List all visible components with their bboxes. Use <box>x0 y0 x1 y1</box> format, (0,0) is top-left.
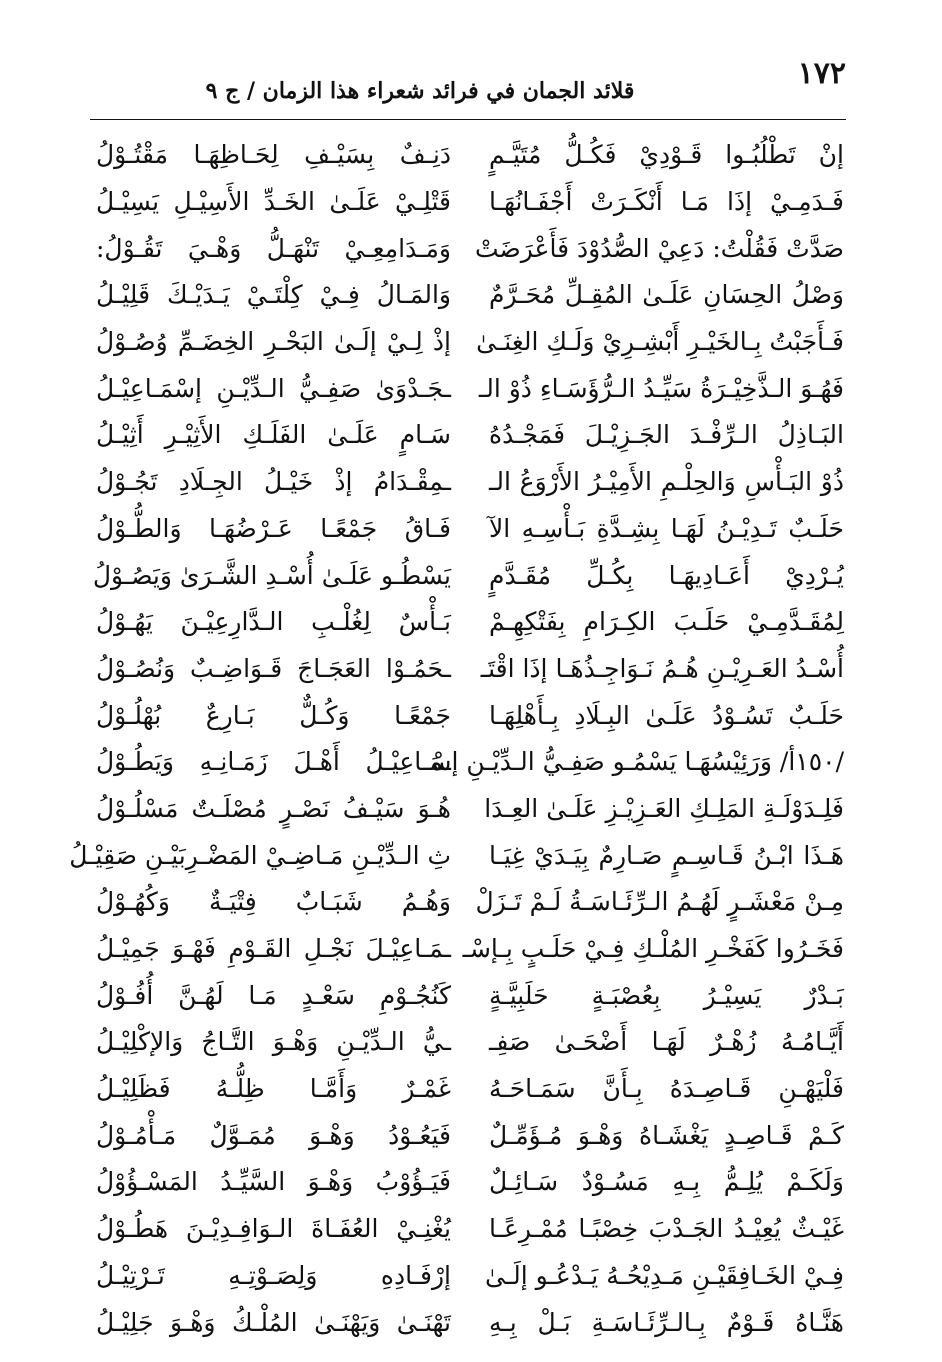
verse-line <box>96 786 844 833</box>
verse-line <box>96 132 844 179</box>
verse-first-hemistich: لِمُقَـدَّمِـيْ حَلَـبَ الكِـرَامِ بِفَتْكِهِـمْ <box>489 607 844 637</box>
verse-first-hemistich: وَصْلُ الحِسَانِ عَلَـىٰ المُقِـلِّ مُحَـرَّمٌ <box>489 280 844 310</box>
verse-first-hemistich: أَيَّـامُـهُ زُهْـرٌ لَهَـا أَضْحَـىٰ صَفِـ <box>489 1027 844 1057</box>
verse-line <box>96 972 844 1019</box>
verse-line <box>96 646 844 693</box>
verse-line <box>96 1019 844 1066</box>
verse-line <box>96 692 844 739</box>
verse-line <box>96 225 844 272</box>
verse-line <box>96 319 844 366</box>
verse-second-hemistich: جَمْعًـا وَكُـلٌّ بَـارِعٌ بُهْلُـوْلُ <box>96 700 451 730</box>
verse-second-hemistich: كَنُجُـوْمِ سَعْـدٍ مَـا لَهُـنَّ أُفُـوْلُ <box>96 980 451 1010</box>
verse-first-hemistich: فَخَـرُوا كَفَخْـرِ المُلْـكِ فِـيْ حَلَـبٍ بِـإسْـ <box>462 934 844 964</box>
verse-first-hemistich: هَنَّـاهُ قَـوْمٌ بِـالـرِّئَـاسَـةِ بَـلْ بِـهِ <box>489 1307 844 1337</box>
verse-second-hemistich: هُـوَ سَيْـفُ نَصْـرٍ مُصْلَـتٌ مَسْلُـوْلُ <box>96 793 451 823</box>
verse-line <box>96 1159 844 1206</box>
verse-second-hemistich: قَتْلِـيْ عَلَـىٰ الخَـدِّ الأَسِيْـلِ يَسِيْـلُ <box>96 187 451 217</box>
verse-first-hemistich: /١٥٠أ/ وَرَئِيْسُهَـا يَسْمُـو صَفِـيُّ الـدِّيْـنِ إسْـ <box>423 747 844 777</box>
verse-second-hemistich: فَيَـؤُوْبُ وَهْـوَ السَّيِّـدُ المَسْـؤُوْلُ <box>96 1167 451 1197</box>
verse-first-hemistich: صَدَّتْ فَقُلْتُ: دَعِيْ الصُّدُوْدَ فَأَعْرَضَتْ <box>474 233 844 263</box>
verse-line <box>96 1253 844 1300</box>
verse-line <box>69 832 844 879</box>
verse-line <box>96 1066 844 1113</box>
verse-second-hemistich: ـمَـاعِيْـلَ نَجْـلِ القَـوْمِ فَهْـوَ جَمِيْـلُ <box>96 934 451 964</box>
verse-first-hemistich: مِـنْ مَعْشَـرٍ لَهُـمُ الـرِّئَـاسَـةُ لَـمْ تَـزَلْ <box>475 887 844 917</box>
verse-first-hemistich: فَـأَجَبْتُ بِـالخَيْـرِ أَبْشِـرِيْ وَلَـكِ الغِنَـىٰ <box>476 327 844 357</box>
verse-line <box>96 879 844 926</box>
verse-second-hemistich: وَهُـمُ شَبَـابٌ فِتْيَـةٌ وَكُهُـوْلُ <box>96 887 451 917</box>
verse-second-hemistich: غَمْـرٌ وَأَمَّـا ظِلُّـهُ فَظَلِيْـلُ <box>96 1074 451 1104</box>
verse-second-hemistich: ـحَمُـوْا العَجَـاجَ قَـوَاضِـبٌ وَنُصُـوْلُ <box>96 653 451 683</box>
verse-first-hemistich: حَلَـبٌ تَـدِيْـنُ لَهَـا بِشِـدَّةِ بَـأْسِـهِ الآ <box>489 513 844 543</box>
verse-second-hemistich: دَنِـفٌ بِسَيْـفِ لِحَـاظِهَـا مَقْتُـوْلُ <box>96 140 451 170</box>
verse-first-hemistich: فَـدَمِـيْ إذَا مَـا أَنْكَـرَتْ أَجْفَـانُهَـا <box>489 187 844 217</box>
verse-first-hemistich: فَهُـوَ الـذَّخِيْـرَةُ سَيِّـدُ الـرُّؤَسَـاءِ ذُوْ الـ <box>478 373 844 403</box>
verse-line <box>96 365 844 412</box>
verse-line <box>96 1206 844 1253</box>
verse-line <box>96 1112 844 1159</box>
verse-second-hemistich: ـمِقْـدَامُ إذْ خَيْـلُ الجِـلَادِ تَجُـوْلُ <box>96 467 451 497</box>
verse-second-hemistich: ثِ الـدِّيْـنِ مَـاضِـيْ المَضْـرِبَيْـنِ صَقِيْـلُ <box>69 840 451 870</box>
verse-second-hemistich: ـمَـاعِيْـلُ أَهْـلَ زَمَـانِـهِ وَيَطُـوْلُ <box>96 747 451 777</box>
verse-first-hemistich: هَـذَا ابْـنُ قَـاسِـمٍ صَـارِمٌ بِيَـدَيْ غِيَـا <box>489 840 844 870</box>
verse-line <box>96 506 844 553</box>
verse-first-hemistich: كَـمْ قَـاصِـدٍ يَغْشَـاهُ وَهْـوَ مُـؤَمِّـلٌ <box>489 1120 844 1150</box>
verse-second-hemistich: سَـامٍ عَلَـىٰ الفَلَـكِ الأَثِيْـرِ أَثِيْـلُ <box>96 420 451 450</box>
verse-line <box>96 739 844 786</box>
verse-first-hemistich: وَلَكَـمْ يُلِـمُّ بِـهِ مَسُـوْدٌ سَـائِـلٌ <box>489 1167 844 1197</box>
verse-second-hemistich: ـيُّ الـدِّيْـنِ وَهْـوَ التَّـاجُ وَالإكْلِيْـلُ <box>96 1027 451 1057</box>
verse-first-hemistich: غَيْـثٌ يُعِيْـدُ الجَـدْبَ خِصْبًـا مُمْـرِعًـا <box>489 1214 844 1244</box>
poem-body <box>69 132 844 1346</box>
verse-second-hemistich: وَالمَـالُ فِـيْ كِلْتَـيْ يَـدَيْـكَ قَلِيْـلُ <box>96 280 451 310</box>
verse-second-hemistich: إذْ لِـيْ إلَـىٰ البَحْـرِ الخِضَـمِّ وُصُـوْلُ <box>96 327 451 357</box>
verse-second-hemistich: فَـاقُ جَمْعًـا عَـرْضُهَـا وَالطُّـوْلُ <box>96 513 451 543</box>
verse-first-hemistich: البَـاذِلُ الـرِّفْـدَ الجَـزِيْـلَ فَمَجْـدُهُ <box>489 420 844 450</box>
verse-first-hemistich: أُسْـدُ العَـرِيْـنِ هُـمُ نَـوَاجِـذُهَـا إذَا اقْتَـ <box>480 653 844 683</box>
verse-line <box>96 459 844 506</box>
verse-second-hemistich: يَسْطُـو عَلَـىٰ أُسْـدِ الشَّـرَىٰ وَيَصُـوْلُ <box>92 560 451 590</box>
verse-second-hemistich: فَيَعُـوْدُ وَهْـوَ مُمَـوَّلٌ مَـأْمُـوْلُ <box>96 1120 451 1150</box>
verse-first-hemistich: بَـدْرٌ يَسِيْـرُ بِعُصْبَـةٍ حَلَبِيَّـةٍ <box>489 980 844 1010</box>
page-number: ١٧٢ <box>797 56 846 91</box>
header-rule <box>90 119 846 120</box>
verse-line <box>96 272 844 319</box>
verse-line <box>96 179 844 226</box>
verse-second-hemistich: بَـأْسٌ لِغُلْـبِ الـدَّارِعِيْـنَ يَهُـوْلُ <box>96 607 451 637</box>
verse-first-hemistich: حَلَـبٌ تَسُـوْدُ عَلَـىٰ البِـلَادِ بِـأَهْلِهَـا <box>489 700 844 730</box>
verse-second-hemistich: تَهْنَـىٰ وَيَهْنَـىٰ المُلْـكُ وَهْـوَ جَلِيْـلُ <box>96 1307 451 1337</box>
verse-first-hemistich: ذُوْ البَـأْسِ وَالحِلْـمِ الأَمِيْـرُ الأَرْوَعُ الـ <box>489 467 844 497</box>
verse-first-hemistich: يُـرْدِيْ أَعَـادِيهَـا بِكُـلِّ مُقَـدَّمٍ <box>489 560 844 590</box>
verse-second-hemistich: وَمَـدَامِعِـيْ تَنْهَـلُّ وَهْـيَ تَقُـوْلُ: <box>96 233 451 263</box>
verse-first-hemistich: فَلِـدَوْلَـةِ المَلِـكِ العَـزِيْـزِ عَلَـىٰ العِـدَا <box>484 793 844 823</box>
verse-first-hemistich: فَلْيَهْـنِ قَـاصِـدَهُ بِـأَنَّ سَمَـاحَـهُ <box>489 1074 844 1104</box>
verse-line <box>92 552 844 599</box>
verse-first-hemistich: فِـيْ الخَـافِقَيْـنِ مَـدِيْحُـهُ يَـدْعُـو إلَـىٰ <box>485 1260 844 1290</box>
verse-second-hemistich: يُغْنِـيْ العُفَـاةَ الـوَافِـدِيْـنَ هَطُـوْلُ <box>96 1214 451 1244</box>
verse-second-hemistich: إرْفَـادِهِ وَلِصَـوْتِـهِ تَـرْتِيْـلُ <box>96 1260 451 1290</box>
verse-line <box>96 926 844 973</box>
verse-line <box>96 599 844 646</box>
running-title: قلائد الجمان في فرائد شعراء هذا الزمان / ج ٩ <box>205 78 635 104</box>
verse-line <box>96 1299 844 1346</box>
verse-line <box>96 412 844 459</box>
verse-second-hemistich: ـجَـدْوَىٰ صَفِـيُّ الـدِّيْـنِ إسْمَـاعِيْـلُ <box>96 373 451 403</box>
verse-first-hemistich: إنْ تَطْلُبُـوا قَـوْدِيْ فَكُـلُّ مُتَيَّـمٍ <box>489 140 844 170</box>
